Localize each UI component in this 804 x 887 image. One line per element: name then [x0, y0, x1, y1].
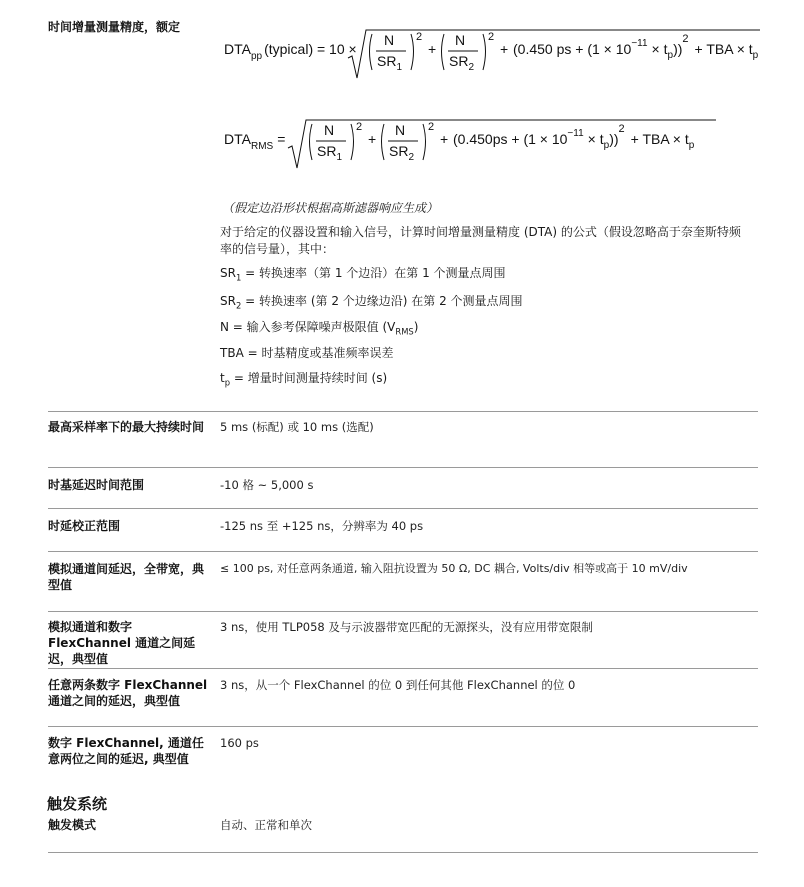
- row-value: 160 ps: [220, 736, 259, 750]
- f2-term3: (0.450ps + (1 × 10: [453, 131, 568, 147]
- row-value: 3 ns，使用 TLP058 及与示波器带宽匹配的无源探头，没有应用带宽限制: [220, 620, 593, 634]
- svg-text:DTARMS=: [224, 131, 285, 152]
- svg-text:(0.450 ps + (1 × 10−11× tp))2+: [513, 33, 759, 61]
- svg-text:SR1: [377, 53, 402, 73]
- dta-pp-formula: [220, 26, 760, 90]
- f2-tail-sub: p: [688, 140, 695, 151]
- row-label: 最高采样率下的最大持续时间: [48, 420, 205, 434]
- row-value: -10 格 ~ 5,000 s: [220, 478, 314, 492]
- row-label: 模拟通道间延迟，全带宽，典型值: [48, 562, 205, 592]
- row-value: ≤ 100 ps, 对任意两条通道, 输入阻抗设置为 50 Ω, DC 耦合, Volts/div 相等或高于 10 mV/div: [220, 562, 688, 575]
- f2-tail: + TBA × t: [630, 131, 689, 147]
- divider: [48, 508, 758, 509]
- def-tba: TBA = 时基精度或基准频率误差: [220, 346, 394, 360]
- svg-text:SR1: [317, 143, 342, 163]
- f1-n1: N: [384, 32, 395, 48]
- divider: [48, 551, 758, 552]
- f1-tp-sub: p: [667, 50, 674, 61]
- f1-exp1: 2: [416, 31, 423, 43]
- f2-tp-sub: p: [603, 140, 610, 151]
- f1-tail: + TBA × t: [694, 41, 753, 57]
- trigger-mode-label: 触发模式: [48, 818, 97, 832]
- svg-text:+: +: [428, 41, 437, 57]
- f1-lhs-suffix: (typical) = 10 ×: [264, 41, 357, 57]
- svg-text:+: +: [500, 41, 509, 57]
- divider: [48, 852, 758, 853]
- divider: [48, 668, 758, 669]
- f1-sr2-sub: 2: [468, 62, 475, 73]
- def-tp: $t_p$ = 增量时间测量持续时间 (s): [220, 371, 388, 388]
- f2-lhs-sub: RMS: [250, 141, 274, 152]
- svg-text:DTApp(typical) = 10 ×: [224, 41, 357, 62]
- f1-lhs: DTA: [224, 41, 251, 57]
- f2-sr2-sub: 2: [408, 152, 415, 163]
- f2-n1: N: [324, 122, 335, 138]
- f1-times-tp: × t: [651, 41, 668, 57]
- row-label: 模拟通道和数字 FlexChannel 通道之间延迟，典型值: [48, 620, 196, 666]
- trigger-mode-value: 自动、正常和单次: [220, 818, 312, 832]
- row-value: -125 ns 至 +125 ns，分辨率为 40 ps: [220, 519, 424, 533]
- dta-label: 时间增量测量精度，额定: [48, 20, 181, 34]
- f1-sr1-sub: 1: [396, 62, 403, 73]
- dta-description: 对于给定的仪器设置和输入信号，计算时间增量测量精度 (DTA) 的公式（假设忽略高于奈奎斯特频率的信号量），其中：: [220, 225, 741, 256]
- row-value: 3 ns，从一个 FlexChannel 的位 0 到任何其他 FlexChannel 的位 0: [220, 678, 576, 692]
- f1-exp3: 2: [682, 33, 689, 45]
- f1-tail-sub: p: [752, 50, 759, 61]
- f2-exp-neg11: −11: [567, 128, 584, 139]
- f2-lhs: DTA: [224, 131, 251, 147]
- f2-exp1: 2: [356, 121, 363, 133]
- f2-close: )): [609, 131, 619, 147]
- f1-close: )): [673, 41, 683, 57]
- trigger-section-title: 触发系统: [47, 795, 108, 813]
- svg-text:SR2: [449, 53, 474, 73]
- row-label: 数字 FlexChannel, 通道任意两位之间的延迟, 典型值: [48, 736, 204, 766]
- def-sr1: $SR_1$ = 转换速率（第 1 个边沿）在第 1 个测量点周围: [220, 266, 506, 283]
- f1-sr2: SR: [449, 53, 469, 69]
- divider: [48, 467, 758, 468]
- f2-sr1-sub: 1: [336, 152, 343, 163]
- f1-n2: N: [455, 32, 466, 48]
- dta-rms-formula: [220, 116, 720, 180]
- f2-exp2: 2: [428, 121, 435, 133]
- def-sr2: $SR_2$ = 转换速率 (第 2 个边缘边沿) 在第 2 个测量点周围: [220, 294, 523, 311]
- f2-times-tp: × t: [587, 131, 604, 147]
- f2-sr1: SR: [317, 143, 337, 159]
- svg-text:SR2: [389, 143, 414, 163]
- f1-exp2: 2: [488, 31, 495, 43]
- row-label: 时基延迟时间范围: [48, 478, 145, 492]
- def-n: N = 输入参考保障噪声极限值 $(V_{RMS})$: [220, 320, 419, 337]
- svg-text:(0.450ps + (1 × 10−11× tp))2+: [453, 123, 695, 151]
- f2-exp3: 2: [618, 123, 625, 135]
- f1-lhs-sub: pp: [250, 51, 263, 62]
- row-label: 任意两条数字 FlexChannel 通道之间的延迟，典型值: [48, 678, 208, 708]
- f1-sr1: SR: [377, 53, 397, 69]
- f2-sr2: SR: [389, 143, 409, 159]
- gaussian-note: （假定边沿形状根据高斯滤器响应生成）: [222, 201, 439, 215]
- row-label: 时延校正范围: [48, 519, 121, 533]
- divider: [48, 726, 758, 727]
- svg-text:+: +: [368, 131, 377, 147]
- row-value: 5 ms (标配) 或 10 ms (选配): [220, 420, 374, 434]
- divider: [48, 411, 758, 412]
- f1-exp-neg11: −11: [631, 38, 648, 49]
- svg-text:+: +: [440, 131, 449, 147]
- f2-n2: N: [395, 122, 406, 138]
- f2-lhs-suffix: =: [277, 131, 286, 147]
- f1-term3: (0.450 ps + (1 × 10: [513, 41, 632, 57]
- divider: [48, 611, 758, 612]
